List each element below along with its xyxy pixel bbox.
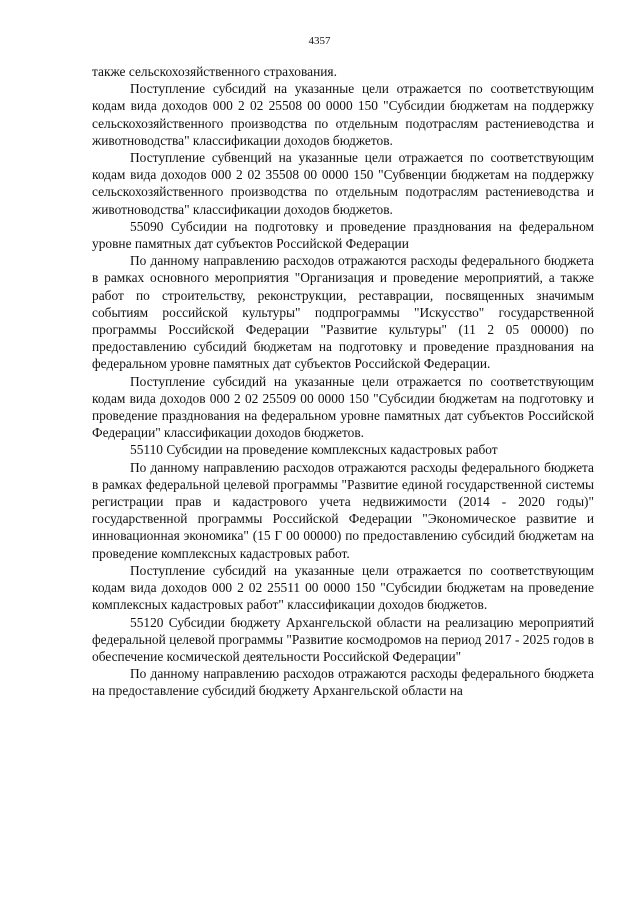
- paragraph-continuation: также сельскохозяйственного страхования.: [92, 64, 337, 79]
- section-heading-55120: 55120 Субсидии бюджету Архангельской области на реализацию мероприятий федеральной целевой программы "Развитие космодромов на период 2017 - 2025 годов в обеспечение космической деятельности Российской Федерации": [92, 614, 594, 664]
- page-number: 4357: [308, 35, 331, 47]
- paragraph-subsidy-income-25509: Поступление субсидий на указанные цели отражается по соответствующим кодам вида доходов 000 2 02 25509 00 0000 150 "Субсидии бюджетам на подготовку и проведение празднования на федеральном уровне памятных дат субъектов Российской Федерации" классификации доходов бюджетов.: [92, 373, 594, 441]
- section-heading-55110: 55110 Субсидии на проведение комплексных кадастровых работ: [130, 442, 498, 458]
- paragraph-expenses-55120: По данному направлению расходов отражаются расходы федерального бюджета на предоставление субсидий бюджету Архангельской области на: [92, 666, 594, 699]
- paragraph-expenses-55110: По данному направлению расходов отражаются расходы федерального бюджета в рамках федеральной целевой программы "Развитие единой государственной системы регистрации прав и кадастрового учета недвижимости (2014 - 2020 годы)" государственной программы Российской Федерации "Экономическое развитие и инновационная экономика" (15 Г 00 00000) по предоставлению субсидий бюджетам на проведение комплексных кадастровых работ.: [92, 459, 594, 561]
- document-body: [92, 63, 594, 700]
- paragraph-subsidy-income-25508: Поступление субсидий на указанные цели отражается по соответствующим кодам вида доходов 000 2 02 25508 00 0000 150 "Субсидии бюджетам на поддержку сельскохозяйственного производства по отдельным подотраслям растениеводства и животноводства" классификации доходов бюджетов.: [92, 81, 594, 148]
- section-heading-55090: 55090 Субсидии на подготовку и проведение празднования на федеральном уровне памятных дат субъектов Российской Федерации: [92, 218, 594, 252]
- paragraph-subsidy-income-25511: Поступление субсидий на указанные цели отражается по соответствующим кодам вида доходов 000 2 02 25511 00 0000 150 "Субсидии бюджетам на проведение комплексных кадастровых работ" классификации доходов бюджетов.: [92, 562, 594, 613]
- paragraph-expenses-55090: По данному направлению расходов отражаются расходы федерального бюджета в рамках основного мероприятия "Организация и проведение мероприятий, а также работ по строительству, реконструкции, реставрации, посвященных значимым событиям российской культуры" подпрограммы "Искусство" государственной программы Российской Федерации "Развитие культуры" (11 2 05 00000) по предоставлению субсидий бюджетам на подготовку и проведение празднования на федеральном уровне памятных дат субъектов Российской Федерации.: [92, 253, 594, 372]
- paragraph-subvention-income-35508: Поступление субвенций на указанные цели отражается по соответствующим кодам вида доходов 000 2 02 35508 00 0000 150 "Субвенции бюджетам на поддержку сельскохозяйственного производства по отдельным подотраслям растениеводства и животноводства" классификации доходов бюджетов.: [92, 150, 594, 217]
